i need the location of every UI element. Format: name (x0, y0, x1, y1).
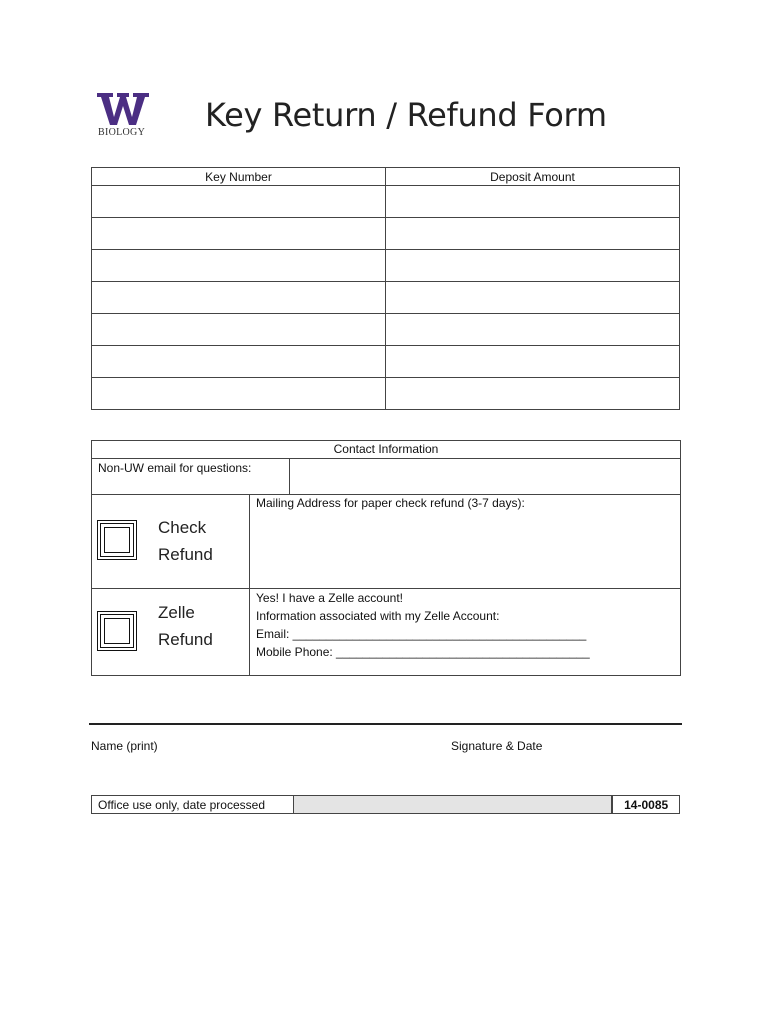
office-row (92, 796, 680, 814)
table-row (92, 314, 680, 346)
contact-information-section (91, 440, 681, 676)
col-header-key-number: Key Number (92, 168, 386, 186)
table-row (92, 186, 680, 218)
key-number-field[interactable] (92, 346, 386, 378)
key-number-field[interactable] (92, 186, 386, 218)
page-title: Key Return / Refund Form (205, 96, 607, 134)
office-use-table (91, 795, 680, 814)
logo-subtext: BIOLOGY (98, 127, 146, 138)
deposit-amount-field[interactable] (386, 346, 680, 378)
check-refund-checkbox[interactable] (97, 520, 137, 560)
signature-date-label: Signature & Date (451, 739, 543, 753)
table-header-row (92, 168, 680, 186)
col-header-deposit-amount: Deposit Amount (386, 168, 680, 186)
divider (249, 494, 250, 675)
mailing-address-input[interactable] (256, 513, 674, 585)
zelle-refund-label (158, 599, 213, 653)
zelle-info (256, 589, 590, 661)
office-use-label: Office use only, date processed (92, 796, 294, 814)
key-number-field[interactable] (92, 378, 386, 410)
mailing-address-prompt: Mailing Address for paper check refund (3-7 days): (256, 496, 525, 510)
deposit-amount-field[interactable] (386, 218, 680, 250)
date-processed-field[interactable] (293, 796, 611, 814)
table-row (92, 282, 680, 314)
zelle-confirm-text: Yes! I have a Zelle account! (256, 591, 403, 605)
check-refund-label (158, 514, 213, 568)
key-number-field[interactable] (92, 250, 386, 282)
check-refund-label-line1: Check (158, 518, 207, 537)
zelle-refund-label-line1: Zelle (158, 603, 195, 622)
deposit-amount-field[interactable] (386, 282, 680, 314)
email-input[interactable] (289, 459, 680, 494)
table-row (92, 218, 680, 250)
uw-biology-logo (96, 92, 152, 140)
key-number-field[interactable] (92, 282, 386, 314)
key-number-field[interactable] (92, 314, 386, 346)
email-label: Non-UW email for questions: (98, 461, 252, 475)
zelle-email-field[interactable]: Email: ____________________________________________ (256, 627, 587, 641)
name-print-label: Name (print) (91, 739, 158, 753)
zelle-info-text: Information associated with my Zelle Account: (256, 609, 500, 623)
zelle-refund-checkbox[interactable] (97, 611, 137, 651)
key-deposit-table (91, 167, 680, 410)
deposit-amount-field[interactable] (386, 314, 680, 346)
contact-header: Contact Information (92, 441, 680, 459)
zelle-phone-field[interactable]: Mobile Phone: ______________________________________ (256, 645, 590, 659)
zelle-refund-label-line2: Refund (158, 630, 213, 649)
deposit-amount-field[interactable] (386, 378, 680, 410)
key-number-field[interactable] (92, 218, 386, 250)
table-row (92, 346, 680, 378)
deposit-amount-field[interactable] (386, 186, 680, 218)
deposit-amount-field[interactable] (386, 250, 680, 282)
check-refund-label-line2: Refund (158, 545, 213, 564)
table-row (92, 378, 680, 410)
table-row (92, 250, 680, 282)
form-code: 14-0085 (613, 796, 680, 814)
w-logo-icon (96, 92, 150, 126)
signature-line (89, 723, 682, 725)
